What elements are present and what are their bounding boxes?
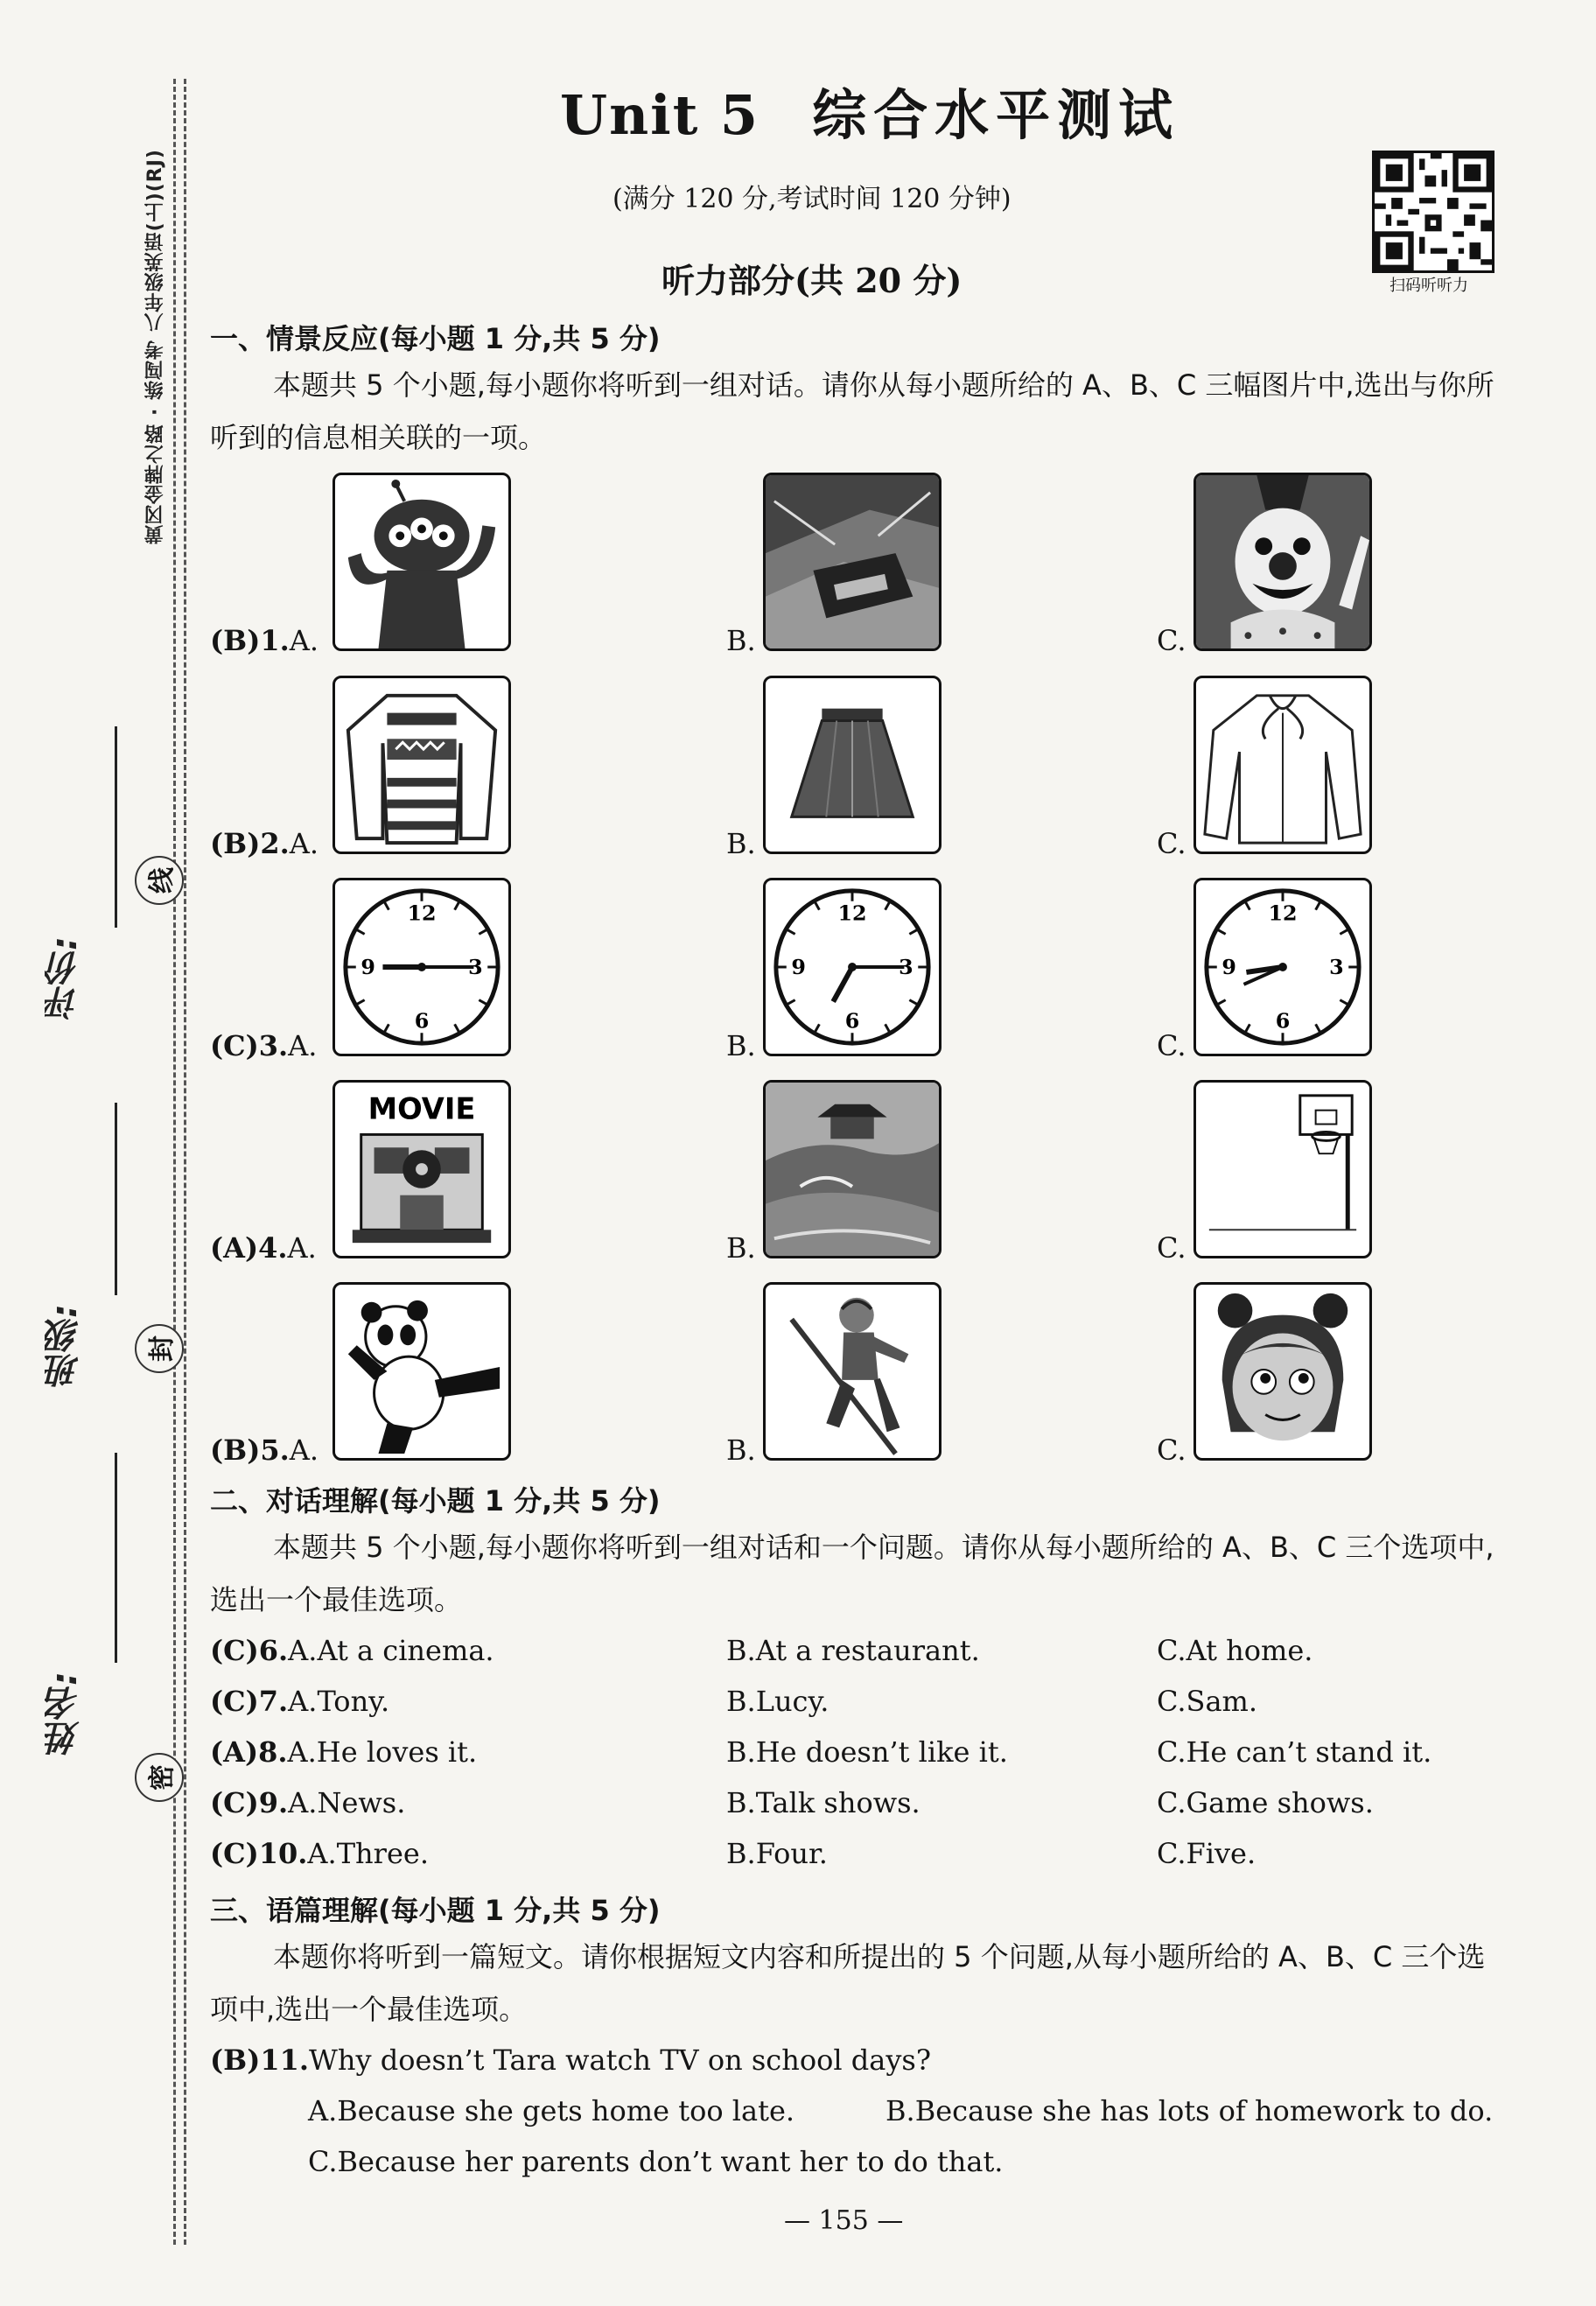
option-5a-kung-fu-panda[interactable] xyxy=(332,1282,511,1461)
svg-text:6: 6 xyxy=(1275,1008,1291,1034)
option-2c-label: C. xyxy=(1157,827,1186,860)
blouse-icon xyxy=(1196,678,1369,852)
question-7: (C)7.A.Tony. B.Lucy. C.Sam. xyxy=(210,1685,1258,1718)
question-11-options-row1 xyxy=(210,2093,1505,2128)
option-11a: A.Because she gets home too late. xyxy=(308,2094,795,2127)
svg-text:12: 12 xyxy=(837,901,867,926)
name-label: 姓名: xyxy=(45,1672,85,1756)
option-9c: C.Game shows. xyxy=(1157,1786,1374,1819)
binding-dash-line xyxy=(173,79,176,2245)
part1-heading: 一、情景反应(每小题 1 分,共 5 分) xyxy=(210,322,661,355)
question-6: (C)6.A.At a cinema. B.At a restaurant. C.At home. xyxy=(210,1634,1313,1667)
page-title xyxy=(560,72,1180,150)
class-field[interactable] xyxy=(31,1103,118,1426)
seal-seal-mark: 封 xyxy=(135,1324,184,1373)
seal-line-mark: 线 xyxy=(135,856,184,905)
title-cn: 综合水平测试 xyxy=(812,83,1180,147)
question-2-row xyxy=(210,676,1505,859)
part2-heading: 二、对话理解(每小题 1 分,共 5 分) xyxy=(210,1484,661,1517)
option-1a-alien[interactable] xyxy=(332,473,511,651)
clock-icon xyxy=(335,880,508,1054)
option-5b-label: B. xyxy=(726,1433,756,1467)
answer-2: (B)2.A. xyxy=(210,827,319,860)
option-6b: B.At a restaurant. xyxy=(726,1634,980,1667)
option-2b-skirt[interactable] xyxy=(763,676,942,854)
answer-1: (B)1.A. xyxy=(210,624,319,657)
question-10: (C)10.A.Three. B.Four. C.Five. xyxy=(210,1837,1256,1870)
option-10c: C.Five. xyxy=(1157,1837,1256,1870)
question-8: (A)8.A.He loves it. B.He doesn’t like it. C.He can’t stand it. xyxy=(210,1735,1432,1769)
question-3-row xyxy=(210,878,1505,1062)
title-unit: Unit 5 xyxy=(560,83,760,147)
option-7b: B.Lucy. xyxy=(726,1685,830,1718)
movie-theater-icon xyxy=(335,1083,508,1256)
question-11-options-row2 xyxy=(210,2144,1505,2179)
option-3c-label: C. xyxy=(1157,1029,1186,1062)
option-2b-label: B. xyxy=(726,827,756,860)
alien-icon xyxy=(335,475,508,648)
option-8c: C.He can’t stand it. xyxy=(1157,1735,1432,1769)
option-11b: B.Because she has lots of homework to do. xyxy=(886,2094,1494,2127)
svg-text:9: 9 xyxy=(791,954,806,979)
svg-text:6: 6 xyxy=(844,1008,860,1034)
skirt-icon xyxy=(766,678,939,852)
option-3b-clock[interactable] xyxy=(763,878,942,1056)
listening-heading: 听力部分(共 20 分) xyxy=(662,261,962,300)
option-5b-monkey-king[interactable] xyxy=(763,1282,942,1461)
series-name: 黄冈金牌之路 · 练闯考 八年级英语(上)(RJ) xyxy=(144,149,166,544)
page-number: — 155 — xyxy=(784,2205,904,2236)
option-1b-label: B. xyxy=(726,624,756,657)
binding-dash-line xyxy=(184,79,186,2245)
svg-text:MOVIE: MOVIE xyxy=(368,1091,476,1126)
option-3b-label: B. xyxy=(726,1029,756,1062)
svg-text:9: 9 xyxy=(1222,954,1236,979)
option-9b: B.Talk shows. xyxy=(726,1786,920,1819)
option-4b-pagoda-scenery[interactable] xyxy=(763,1080,942,1258)
qr-caption: 扫码听听力 xyxy=(1390,277,1468,295)
svg-text:12: 12 xyxy=(407,901,437,926)
option-4a-movie-theater[interactable] xyxy=(332,1080,511,1258)
question-4-row xyxy=(210,1080,1505,1264)
car-crash-icon xyxy=(766,475,939,648)
option-1c-label: C. xyxy=(1157,624,1186,657)
part1-intro: 本题共 5 个小题,每小题你将听到一组对话。请你从每小题所给的 A、B、C 三幅图片中,选出与你所听到的信息相关联的一项。 xyxy=(210,368,1494,454)
answer-3: (C)3.A. xyxy=(210,1029,318,1062)
option-4c-basketball-hoop[interactable] xyxy=(1194,1080,1372,1258)
option-3c-clock[interactable] xyxy=(1194,878,1372,1056)
part3-heading: 三、语篇理解(每小题 1 分,共 5 分) xyxy=(210,1894,661,1927)
option-4b-label: B. xyxy=(726,1231,756,1265)
option-1b-car-crash[interactable] xyxy=(763,473,942,651)
qr-code[interactable] xyxy=(1372,151,1494,273)
question-11: (B)11.Why doesn’t Tara watch TV on school days? xyxy=(210,2043,931,2077)
option-11c: C.Because her parents don’t want her to do that. xyxy=(308,2145,1004,2178)
name-line xyxy=(115,1453,117,1663)
question-9: (C)9.A.News. B.Talk shows. C.Game shows. xyxy=(210,1786,1374,1819)
option-6c: C.At home. xyxy=(1157,1634,1313,1667)
seal-secret-mark: 密 xyxy=(135,1753,184,1802)
option-4c-label: C. xyxy=(1157,1231,1186,1265)
question-1-row xyxy=(210,473,1505,656)
svg-text:6: 6 xyxy=(414,1008,430,1034)
part3-intro: 本题你将听到一篇短文。请你根据短文内容和所提出的 5 个问题,从每小题所给的 A、B、C 三个选项中,选出一个最佳选项。 xyxy=(210,1940,1486,2026)
part2-intro: 本题共 5 个小题,每小题你将听到一组对话和一个问题。请你从每小题所给的 A、B、C 三个选项中,选出一个最佳选项。 xyxy=(210,1531,1494,1616)
svg-text:3: 3 xyxy=(1329,954,1344,979)
qr-code-icon xyxy=(1375,153,1492,270)
answer-5: (B)5.A. xyxy=(210,1433,319,1467)
clock-icon xyxy=(766,880,939,1054)
class-label: 班级: xyxy=(45,1304,85,1388)
kung-fu-panda-icon xyxy=(335,1285,508,1458)
option-5c-label: C. xyxy=(1157,1433,1186,1467)
evaluation-line xyxy=(115,726,117,928)
option-3a-clock[interactable] xyxy=(332,878,511,1056)
svg-text:3: 3 xyxy=(468,954,483,979)
question-5-row xyxy=(210,1282,1505,1466)
option-10b: B.Four. xyxy=(726,1837,828,1870)
cartoon-girl-icon xyxy=(1196,1285,1369,1458)
svg-text:3: 3 xyxy=(899,954,914,979)
option-7c: C.Sam. xyxy=(1157,1685,1258,1718)
sweater-icon xyxy=(335,678,508,852)
clown-icon xyxy=(1196,475,1369,648)
monkey-king-icon xyxy=(766,1285,939,1458)
svg-text:12: 12 xyxy=(1268,901,1298,926)
evaluation-field[interactable] xyxy=(31,726,118,1059)
option-8b: B.He doesn’t like it. xyxy=(726,1735,1008,1769)
answer-4: (A)4.A. xyxy=(210,1231,317,1265)
option-2a-sweater[interactable] xyxy=(332,676,511,854)
exam-info: (满分 120 分,考试时间 120 分钟) xyxy=(612,184,1012,214)
name-field[interactable] xyxy=(31,1453,118,1785)
option-5c-cartoon-girl[interactable] xyxy=(1194,1282,1372,1461)
basketball-hoop-icon xyxy=(1196,1083,1369,1256)
pagoda-scenery-icon xyxy=(766,1083,939,1256)
clock-icon xyxy=(1196,880,1369,1054)
evaluation-label: 评价: xyxy=(45,936,85,1020)
option-1c-clown[interactable] xyxy=(1194,473,1372,651)
svg-text:9: 9 xyxy=(360,954,375,979)
class-line xyxy=(115,1103,117,1295)
option-2c-blouse[interactable] xyxy=(1194,676,1372,854)
